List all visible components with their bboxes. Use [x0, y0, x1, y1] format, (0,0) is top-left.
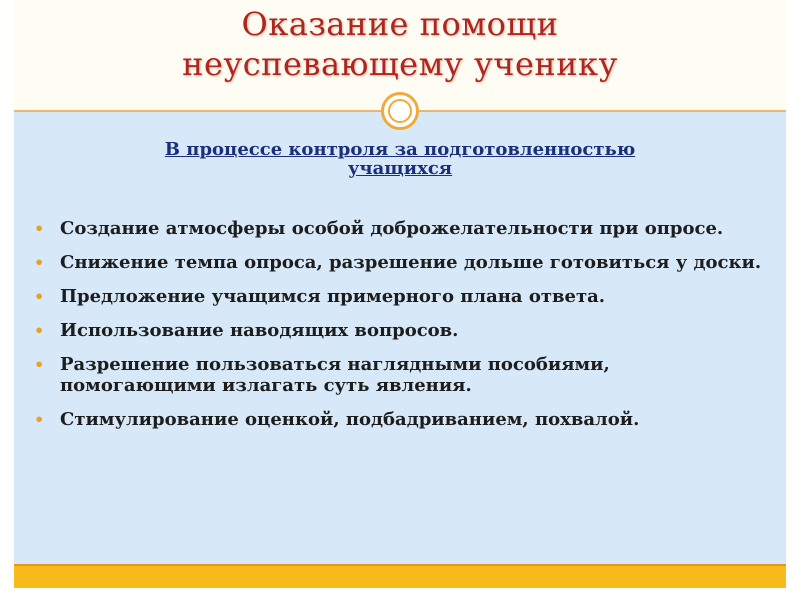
bullet-item: • Снижение темпа опроса, разрешение дольше готовиться у доски.	[34, 252, 764, 273]
bullet-item: • Использование наводящих вопросов.	[34, 320, 764, 341]
bullet-item: • Стимулирование оценкой, подбадриванием, похвалой.	[34, 409, 764, 430]
bullet-item: • Разрешение пользоваться наглядными пособиями, помогающими излагать суть явления.	[34, 354, 764, 396]
bullet-item: • Создание атмосферы особой доброжелательности при опросе.	[34, 218, 764, 239]
title-line-1: Оказание помощи	[241, 5, 559, 43]
content-panel	[14, 112, 786, 564]
ring-ornament-icon	[381, 92, 419, 130]
ring-inner-icon	[388, 99, 412, 123]
bullet-list	[34, 218, 764, 443]
section-subtitle	[14, 140, 786, 178]
bottom-accent-bar	[14, 564, 786, 588]
bullet-item: • Предложение учащимся примерного плана ответа.	[34, 286, 764, 307]
title-line-2: неуспевающему ученику	[182, 45, 618, 83]
slide-title	[14, 0, 786, 84]
subtitle-line-2: учащихся	[347, 158, 453, 179]
subtitle-line-1: В процессе контроля за подготовленностью	[164, 139, 636, 160]
